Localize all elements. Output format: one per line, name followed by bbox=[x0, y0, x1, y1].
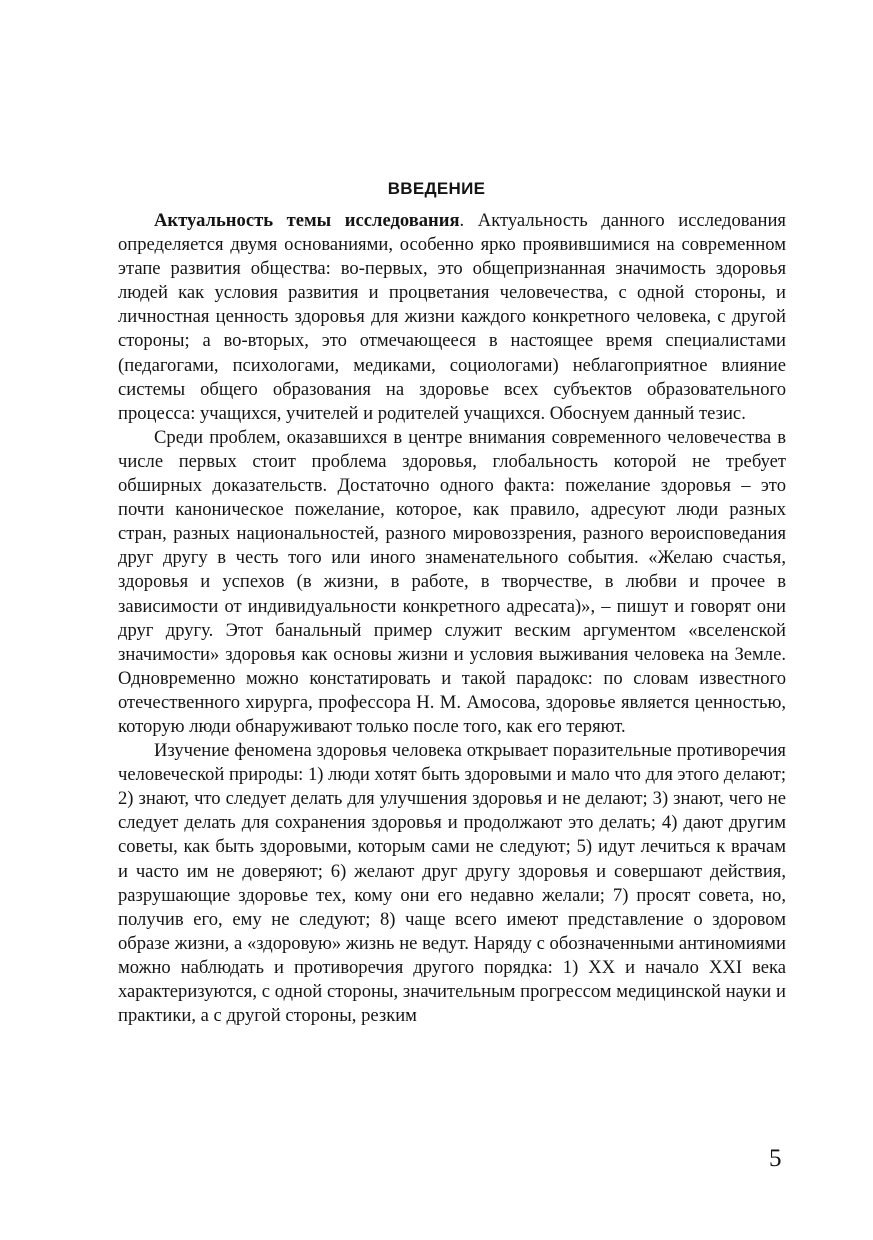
page-number: 5 bbox=[769, 1145, 782, 1172]
section-heading: ВВЕДЕНИЕ bbox=[387, 179, 486, 198]
body-text bbox=[118, 209, 786, 1028]
paragraph-3: Изучение феномена здоровья человека открывает поразительные противоречия человеческой природы: 1) люди хотят быть здоровыми и мало что для этого делают; 2) знают, что следует делать для улучшения здоровья и не делают; 3) знают, чего не следует делать для сохранения здоровья и продолжают это делать; 4) дают другим советы, как быть здоровыми, которым сами не следуют; 5) идут лечиться к врачам и часто им не доверяют; 6) желают друг другу здоровья и совершают действия, разрушающие здоровье тех, кому они его недавно желали; 7) просят совета, но, получив его, ему не следуют; 8) чаще всего имеют представление о здоровом образе жизни, а «здоровую» жизнь не ведут. Наряду с обозначенными антиномиями можно наблюдать и противоречия другого порядка: 1) XX и начало XXI века характеризуются, с одной стороны, значительным прогрессом медицинской науки и практики, а с другой стороны, резким bbox=[118, 740, 786, 1027]
paragraph-1 bbox=[118, 209, 786, 426]
paragraph-lead: Актуальность темы исследования bbox=[154, 210, 460, 231]
paragraph-text: . Актуальность данного исследования определяется двумя основаниями, особенно ярко проявившимися на современном этапе развития общества: во-первых, это общепризнанная значимость здоровья людей как условия развития и процветания человечества, с одной стороны, и личностная ценность здоровья для жизни каждого конкретного человека, с другой стороны; а во-вторых, это отмечающееся в настоящее время специалистами (педагогами, психологами, медиками, социологами) неблагоприятное влияние системы общего образования на здоровье всех субъектов образовательного процесса: учащихся, учителей и родителей учащихся. Обоснуем данный тезис. bbox=[118, 210, 786, 424]
paragraph-2: Среди проблем, оказавшихся в центре внимания современного человечества в числе первых стоит проблема здоровья, глобальность которой не требует обширных доказательств. Достаточно одного факта: пожелание здоровья – это почти каноническое пожелание, которое, как правило, адресуют люди разных стран, разных национальностей, разного мировоззрения, разного вероисповедания друг другу в честь того или иного знаменательного события. «Желаю счастья, здоровья и успехов (в жизни, в работе, в творчестве, в любви и прочее в зависимости от индивидуальности конкретного адресата)», – пишут и говорят они друг другу. Этот банальный пример служит веским аргументом «вселенской значимости» здоровья как основы жизни и условия выживания человека на Земле. Одновременно можно констатировать и такой парадокс: по словам известного отечественного хирурга, профессора Н. М. Амосова, здоровье является ценностью, которую люди обнаруживают только после того, как его теряют. bbox=[118, 426, 786, 737]
